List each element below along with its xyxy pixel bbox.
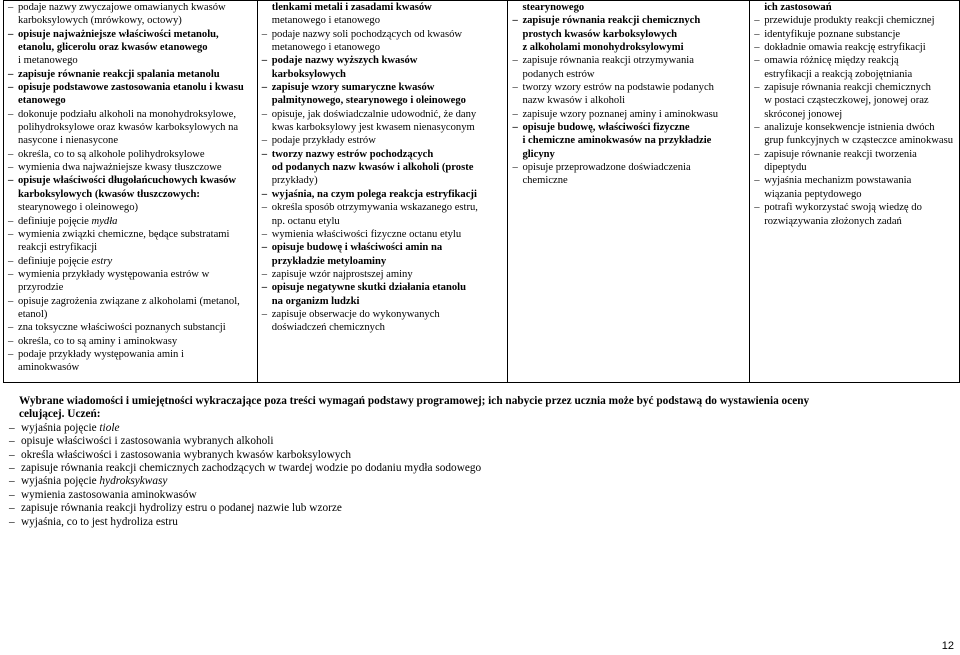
list-item bbox=[262, 54, 506, 67]
list-item-text: nasycone i nienasycone bbox=[18, 135, 119, 147]
list-item-text: określa sposób otrzymywania wskazanego estru, bbox=[271, 202, 478, 214]
dash-bullet bbox=[8, 241, 18, 254]
list-item-continuation bbox=[262, 1, 506, 14]
list-item bbox=[512, 108, 747, 121]
dash-bullet bbox=[262, 41, 272, 54]
list-item-continuation bbox=[512, 28, 747, 41]
list-item-text: wymienia związki chemiczne, będące substratami bbox=[18, 228, 230, 240]
list-item-text: karboksylowych bbox=[271, 68, 346, 80]
list-item bbox=[262, 308, 506, 321]
extra-list bbox=[9, 422, 954, 529]
dash-bullet: – bbox=[754, 55, 760, 67]
list-item-text: palmitynowego, stearynowego i oleinowego bbox=[271, 95, 466, 107]
list-item-continuation bbox=[512, 94, 747, 107]
dash-bullet: – bbox=[8, 228, 14, 240]
list-item-text: zapisuje równania reakcji chemicznych zachodzących w twardej wodzie po dodaniu mydła sodowego bbox=[21, 462, 482, 475]
list-item bbox=[8, 28, 255, 41]
list-item-text: wyjaśnia, na czym polega reakcja estryfikacji bbox=[271, 188, 477, 200]
dash-bullet bbox=[754, 188, 764, 201]
list-item-continuation bbox=[262, 255, 506, 268]
list-item-continuation bbox=[262, 14, 506, 27]
list-item bbox=[8, 268, 255, 281]
list-item-text: zna toksyczne właściwości poznanych substancji bbox=[18, 322, 226, 334]
list-item bbox=[9, 516, 954, 529]
list-item-text: przykłady) bbox=[271, 175, 318, 187]
list-item-text: podaje przykłady występowania amin i bbox=[18, 348, 184, 360]
list-item-continuation bbox=[512, 41, 747, 54]
list-item-text: opisuje przeprowadzone doświadczenia bbox=[522, 162, 691, 174]
list-item bbox=[512, 121, 747, 134]
list-item bbox=[262, 108, 506, 121]
list-item-text: na organizm ludzki bbox=[271, 295, 360, 307]
list-item bbox=[8, 1, 255, 14]
list-item bbox=[9, 422, 954, 435]
list-item-continuation bbox=[8, 188, 255, 201]
extra-requirements-section bbox=[9, 395, 954, 529]
list-item bbox=[8, 148, 255, 161]
dash-bullet bbox=[754, 68, 764, 81]
dash-bullet: – bbox=[8, 2, 14, 13]
dash-bullet: – bbox=[754, 175, 760, 187]
list-item-text: opisuje budowę, właściwości fizyczne bbox=[522, 122, 690, 134]
list-item bbox=[262, 228, 506, 241]
dash-bullet bbox=[262, 295, 272, 308]
list-item-text: dokładnie omawia reakcję estryfikacji bbox=[764, 42, 926, 54]
list-item-text: w postaci cząsteczkowej, jonowej oraz bbox=[764, 95, 929, 107]
list-item-text: wymienia dwa najważniejsze kwasy tłuszczowe bbox=[18, 162, 222, 174]
dash-bullet: – bbox=[9, 448, 15, 461]
list-item-continuation bbox=[512, 134, 747, 147]
list-item-text: zapisuje obserwacje do wykonywanych bbox=[271, 308, 440, 320]
dash-bullet bbox=[512, 148, 522, 161]
section-lead-line-1: Wybrane wiadomości i umiejętności wykraczające poza treści wymagań podstawy programowej; ich nabycie przez ucznia może być podstawą do wystawienia oceny bbox=[19, 395, 810, 407]
list-item-text: tworzy wzory estrów na podstawie podanych bbox=[522, 82, 714, 94]
dash-bullet: – bbox=[8, 148, 14, 160]
list-item-text: etanowego bbox=[18, 95, 66, 107]
dash-bullet: – bbox=[261, 108, 268, 120]
dash-bullet bbox=[262, 215, 272, 228]
list-item bbox=[8, 348, 255, 361]
dash-bullet: – bbox=[8, 68, 14, 80]
list-item-continuation bbox=[754, 1, 957, 14]
list-item-text: wyjaśnia mechanizm powstawania bbox=[764, 175, 912, 187]
list-item-continuation bbox=[8, 241, 255, 254]
list-item-text: tlenkami metali i zasadami kwasów bbox=[271, 2, 432, 13]
list-item-text: rozwiązywania złożonych zadań bbox=[764, 215, 902, 227]
list-item-text: grup funkcyjnych w cząsteczce aminokwasu bbox=[764, 135, 954, 147]
list-item-continuation bbox=[754, 188, 957, 201]
dash-bullet: – bbox=[261, 202, 268, 214]
list-item-text: podaje przykłady estrów bbox=[271, 135, 376, 147]
list-item-text: od podanych nazw kwasów i alkoholi (proste bbox=[271, 162, 474, 174]
list-item-continuation bbox=[8, 121, 255, 134]
dash-bullet: – bbox=[8, 108, 14, 120]
dash-bullet bbox=[262, 174, 272, 187]
dash-bullet bbox=[8, 41, 18, 54]
list-item bbox=[8, 295, 255, 308]
dash-bullet: – bbox=[754, 202, 760, 214]
list-item-text: przykładzie metyloaminy bbox=[271, 255, 387, 267]
list-item-text: definiuje pojęcie mydła bbox=[18, 215, 118, 227]
list-item-text: karboksylowych (mrówkowy, octowy) bbox=[18, 15, 182, 27]
list-item-text: podaje nazwy zwyczajowe omawianych kwasów bbox=[18, 2, 226, 13]
dash-bullet: – bbox=[8, 295, 14, 307]
list-item-continuation bbox=[8, 201, 255, 214]
list-item-text: z alkoholami monohydroksylowymi bbox=[522, 42, 684, 54]
list-item-text: karboksylowych (kwasów tłuszczowych: bbox=[18, 188, 200, 200]
list-item-text: wymienia przykłady występowania estrów w bbox=[18, 268, 210, 280]
list-item bbox=[262, 188, 506, 201]
list-item-text: opisuje budowę i właściwości amin na bbox=[271, 242, 443, 254]
dash-bullet: – bbox=[754, 82, 760, 94]
dash-bullet bbox=[262, 1, 272, 14]
list-item bbox=[262, 281, 506, 294]
dash-bullet: – bbox=[9, 475, 15, 488]
dash-bullet bbox=[262, 121, 272, 134]
dash-bullet bbox=[8, 281, 18, 294]
list-item-text: określa właściwości i zastosowania wybranych kwasów karboksylowych bbox=[21, 448, 352, 461]
dash-bullet: – bbox=[8, 82, 14, 94]
list-item-continuation bbox=[8, 41, 255, 54]
list-item-text: podaje nazwy wyższych kwasów bbox=[271, 55, 418, 67]
dash-bullet bbox=[754, 108, 764, 121]
list-item bbox=[754, 81, 957, 94]
dash-bullet bbox=[8, 121, 18, 134]
dash-bullet: – bbox=[8, 335, 14, 347]
list-item bbox=[262, 268, 506, 281]
dash-bullet: – bbox=[8, 28, 14, 40]
list-item-text: np. octanu etylu bbox=[271, 215, 340, 227]
list-item-text: omawia różnicę między reakcją bbox=[764, 55, 899, 67]
list-item-text: etanolu, glicerolu oraz kwasów etanowego bbox=[18, 42, 208, 54]
list-item-text: zapisuje równania reakcji chemicznych bbox=[522, 15, 701, 27]
list-item-text: definiuje pojęcie estry bbox=[18, 255, 113, 267]
list-item-text: wymienia właściwości fizyczne octanu etylu bbox=[271, 228, 462, 240]
list-item-text: analizuje konsekwencje istnienia dwóch bbox=[764, 122, 935, 134]
list-item bbox=[8, 335, 255, 348]
list-item-text: zapisuje równania reakcji otrzymywania bbox=[522, 55, 694, 67]
list-item-text: stearynowego bbox=[522, 2, 585, 13]
dash-bullet: – bbox=[9, 462, 15, 475]
list-item-text: i chemiczne aminokwasów na przykładzie bbox=[522, 135, 712, 147]
list-item bbox=[512, 81, 747, 94]
dash-bullet: – bbox=[8, 175, 14, 187]
dash-bullet: – bbox=[8, 255, 14, 267]
dash-bullet: – bbox=[261, 55, 268, 67]
list-item-text: tworzy nazwy estrów pochodzących bbox=[271, 148, 434, 160]
dash-bullet bbox=[8, 54, 18, 67]
list-item bbox=[8, 255, 255, 268]
dash-bullet bbox=[754, 94, 764, 107]
list-item-text: metanowego i etanowego bbox=[271, 42, 380, 54]
list-item-text: podanych estrów bbox=[522, 68, 595, 80]
list-item-text: wyjaśnia pojęcie hydroksykwasy bbox=[21, 475, 168, 488]
list-item-continuation bbox=[8, 281, 255, 294]
list-item bbox=[8, 174, 255, 187]
list-item bbox=[8, 81, 255, 94]
list-item-continuation bbox=[262, 68, 506, 81]
list-item bbox=[9, 435, 954, 448]
list-item bbox=[9, 475, 954, 488]
list-item-text: kwas karboksylowy jest kwasem nienasyconym bbox=[271, 122, 475, 134]
dash-bullet: – bbox=[261, 268, 268, 280]
list-item-continuation bbox=[512, 174, 747, 187]
dash-bullet: – bbox=[261, 188, 268, 200]
list-item-continuation bbox=[754, 215, 957, 228]
dash-bullet bbox=[754, 215, 764, 228]
list-item bbox=[9, 502, 954, 515]
list-item bbox=[754, 28, 957, 41]
dash-bullet bbox=[8, 134, 18, 147]
dash-bullet bbox=[512, 174, 522, 187]
dash-bullet: – bbox=[9, 515, 15, 528]
list-item-text: zapisuje wzory poznanej aminy i aminokwasu bbox=[522, 108, 719, 120]
dash-bullet bbox=[262, 14, 272, 27]
dash-bullet bbox=[262, 161, 272, 174]
list-item-text: zapisuje równanie reakcji spalania metanolu bbox=[18, 68, 220, 80]
list-item-text: opisuje, jak doświadczalnie udowodnić, że dany bbox=[271, 108, 477, 120]
list-item bbox=[8, 68, 255, 81]
dash-bullet bbox=[512, 1, 522, 14]
dash-bullet bbox=[8, 308, 18, 321]
list-item-continuation bbox=[262, 94, 506, 107]
dash-bullet: – bbox=[261, 242, 268, 254]
dash-bullet: – bbox=[754, 42, 760, 54]
list-item-text: skróconej jonowej bbox=[764, 108, 843, 120]
list-item-text: doświadczeń chemicznych bbox=[271, 322, 385, 334]
list-item bbox=[9, 462, 954, 475]
list-item-continuation bbox=[754, 108, 957, 121]
list-item-continuation bbox=[262, 41, 506, 54]
list-item-text: przyrodzie bbox=[18, 282, 64, 294]
list-item bbox=[754, 174, 957, 187]
dash-bullet: – bbox=[8, 268, 14, 280]
dash-bullet: – bbox=[754, 28, 760, 40]
list-item-text: określa, co to są alkohole polihydroksylowe bbox=[18, 148, 205, 160]
list-item bbox=[754, 148, 957, 161]
list-item bbox=[754, 54, 957, 67]
dash-bullet: – bbox=[754, 15, 760, 27]
dash-bullet: – bbox=[261, 28, 268, 40]
list-item-continuation bbox=[512, 1, 747, 14]
list-item bbox=[262, 148, 506, 161]
dash-bullet bbox=[8, 201, 18, 214]
dash-bullet: – bbox=[512, 108, 518, 120]
list-item-text: chemiczne bbox=[522, 175, 568, 187]
list-item-continuation bbox=[8, 308, 255, 321]
dash-bullet: – bbox=[9, 435, 15, 448]
dash-bullet bbox=[512, 28, 522, 41]
dash-bullet: – bbox=[512, 122, 518, 134]
dash-bullet bbox=[262, 68, 272, 81]
column-3 bbox=[508, 1, 750, 383]
dash-bullet: – bbox=[512, 162, 518, 174]
column-1 bbox=[4, 1, 258, 383]
dash-bullet bbox=[8, 14, 18, 27]
list-item-text: opisuje podstawowe zastosowania etanolu i kwasu bbox=[18, 82, 244, 94]
list-item-text: stearynowego i oleinowego) bbox=[18, 202, 139, 214]
list-item-text: etanol) bbox=[18, 308, 48, 320]
requirements-table bbox=[3, 0, 960, 383]
section-lead-line-2: celującej. Uczeń: bbox=[19, 408, 101, 421]
list-item-text: zapisuje równanie reakcji tworzenia bbox=[764, 148, 917, 160]
list-item bbox=[512, 14, 747, 27]
dash-bullet: – bbox=[8, 322, 14, 334]
list-item-text: wyjaśnia pojęcie tiole bbox=[21, 421, 120, 434]
list-item-text: zapisuje równania reakcji hydrolizy estru o podanej nazwie lub wzorze bbox=[21, 502, 342, 515]
list-item-text: potrafi wykorzystać swoją wiedzę do bbox=[764, 202, 922, 214]
dash-bullet: – bbox=[9, 488, 15, 501]
list-item-text: polihydroksylowe oraz kwasów karboksylowych na bbox=[18, 122, 239, 134]
list-item bbox=[754, 201, 957, 214]
list-item-text: zapisuje wzory sumaryczne kwasów bbox=[271, 82, 435, 94]
dash-bullet: – bbox=[261, 148, 268, 160]
list-item-continuation bbox=[8, 54, 255, 67]
list-item-text: wyjaśnia, co to jest hydroliza estru bbox=[21, 515, 178, 528]
list-item bbox=[262, 241, 506, 254]
list-item-continuation bbox=[262, 121, 506, 134]
list-item-text: podaje nazwy soli pochodzących od kwasów bbox=[271, 28, 463, 40]
list-item-continuation bbox=[262, 174, 506, 187]
list-item-text: zapisuje równania reakcji chemicznych bbox=[764, 82, 931, 94]
list-item-text: opisuje najważniejsze właściwości metanolu, bbox=[18, 28, 219, 40]
list-item-continuation bbox=[8, 361, 255, 374]
list-item bbox=[262, 81, 506, 94]
list-item bbox=[262, 201, 506, 214]
dash-bullet bbox=[262, 94, 272, 107]
list-item-text: wymienia zastosowania aminokwasów bbox=[21, 488, 197, 501]
list-item bbox=[754, 41, 957, 54]
list-item-text: prostych kwasów karboksylowych bbox=[522, 28, 678, 40]
list-item bbox=[8, 228, 255, 241]
list-item-text: opisuje właściwości długołańcuchowych kwasów bbox=[18, 175, 237, 187]
list-item-text: identyfikuje poznane substancje bbox=[764, 28, 901, 40]
list-item-continuation bbox=[754, 134, 957, 147]
list-item-text: aminokwasów bbox=[18, 362, 80, 374]
dash-bullet bbox=[754, 134, 764, 147]
dash-bullet bbox=[512, 94, 522, 107]
list-item bbox=[8, 161, 255, 174]
list-item-text: wiązania peptydowego bbox=[764, 188, 862, 200]
dash-bullet: – bbox=[8, 162, 14, 174]
list-item-continuation bbox=[262, 295, 506, 308]
list-item-continuation bbox=[262, 321, 506, 334]
list-item-continuation bbox=[754, 161, 957, 174]
dash-bullet: – bbox=[261, 135, 268, 147]
dash-bullet: – bbox=[261, 308, 268, 320]
column-4 bbox=[750, 1, 960, 383]
list-item bbox=[262, 28, 506, 41]
dash-bullet bbox=[754, 161, 764, 174]
page-number: 12 bbox=[941, 640, 954, 652]
dash-bullet: – bbox=[512, 15, 518, 27]
list-item bbox=[262, 134, 506, 147]
list-item-text: metanowego i etanowego bbox=[271, 15, 380, 27]
list-item bbox=[9, 489, 954, 502]
list-item bbox=[8, 321, 255, 334]
dash-bullet: – bbox=[754, 148, 760, 160]
list-item-continuation bbox=[8, 134, 255, 147]
dash-bullet: – bbox=[754, 122, 760, 134]
list-item bbox=[8, 108, 255, 121]
list-item bbox=[512, 161, 747, 174]
list-item-text: glicyny bbox=[522, 148, 555, 160]
list-item-continuation bbox=[262, 215, 506, 228]
dash-bullet bbox=[512, 68, 522, 81]
list-item bbox=[8, 215, 255, 228]
dash-bullet bbox=[262, 255, 272, 268]
list-item bbox=[754, 121, 957, 134]
list-item-continuation bbox=[8, 94, 255, 107]
list-item bbox=[754, 14, 957, 27]
list-item-text: opisuje negatywne skutki działania etanolu bbox=[271, 282, 466, 294]
list-item-text: określa, co to są aminy i aminokwasy bbox=[18, 335, 178, 347]
dash-bullet bbox=[754, 1, 764, 14]
dash-bullet bbox=[512, 41, 522, 54]
dash-bullet: – bbox=[512, 55, 518, 67]
list-item-continuation bbox=[512, 68, 747, 81]
list-item-continuation bbox=[512, 148, 747, 161]
dash-bullet bbox=[262, 321, 272, 334]
list-item-text: nazw kwasów i alkoholi bbox=[522, 95, 626, 107]
dash-bullet bbox=[8, 94, 18, 107]
dash-bullet: – bbox=[261, 282, 268, 294]
dash-bullet: – bbox=[512, 82, 518, 94]
dash-bullet: – bbox=[261, 82, 268, 94]
list-item-continuation bbox=[262, 161, 506, 174]
dash-bullet: – bbox=[9, 421, 15, 434]
list-item-continuation bbox=[754, 68, 957, 81]
list-item bbox=[512, 54, 747, 67]
dash-bullet bbox=[512, 134, 522, 147]
dash-bullet: – bbox=[261, 228, 268, 240]
dash-bullet bbox=[8, 361, 18, 374]
list-item-text: zapisuje wzór najprostszej aminy bbox=[271, 268, 413, 280]
list-item-text: reakcji estryfikacji bbox=[18, 242, 98, 254]
dash-bullet: – bbox=[8, 215, 14, 227]
list-item-text: opisuje zagrożenia związane z alkoholami (metanol, bbox=[18, 295, 240, 307]
list-item-text: estryfikacji a reakcją zobojętniania bbox=[764, 68, 913, 80]
list-item-text: opisuje właściwości i zastosowania wybranych alkoholi bbox=[21, 435, 274, 448]
list-item-continuation bbox=[8, 14, 255, 27]
dash-bullet bbox=[8, 188, 18, 201]
list-item-text: dipeptydu bbox=[764, 162, 807, 174]
list-item bbox=[9, 449, 954, 462]
dash-bullet: – bbox=[8, 348, 14, 360]
list-item-text: dokonuje podziału alkoholi na monohydroksylowe, bbox=[18, 108, 237, 120]
dash-bullet: – bbox=[9, 502, 15, 515]
list-item-continuation bbox=[754, 94, 957, 107]
column-2 bbox=[257, 1, 508, 383]
list-item-text: przewiduje produkty reakcji chemicznej bbox=[764, 15, 935, 27]
list-item-text: ich zastosowań bbox=[764, 2, 832, 13]
list-item-text: i metanowego bbox=[18, 55, 78, 67]
